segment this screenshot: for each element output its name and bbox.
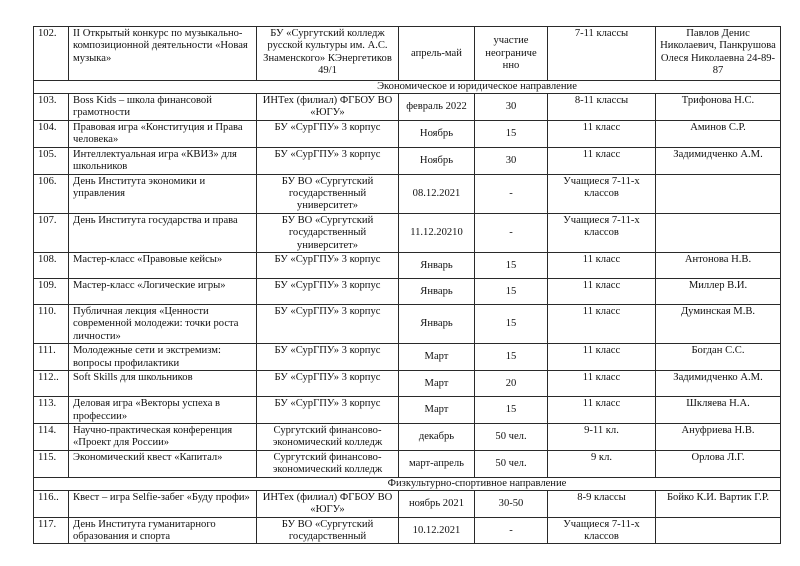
cell-grade: 9-11 кл. xyxy=(548,423,656,450)
cell-grade: 11 класс xyxy=(548,344,656,371)
cell-count: 15 xyxy=(475,397,548,424)
cell-contact: Богдан С.С. xyxy=(656,344,781,371)
cell-period: 10.12.2021 xyxy=(399,517,475,544)
section-title xyxy=(34,477,781,490)
table-row xyxy=(34,279,781,305)
cell-count: 50 чел. xyxy=(475,423,548,450)
cell-period: Март xyxy=(399,397,475,424)
cell-name: Молодежные сети и экстремизм: вопросы профилактики xyxy=(69,344,257,371)
cell-grade: 11 класс xyxy=(548,253,656,279)
cell-place: БУ «СурГПУ» 3 корпус xyxy=(257,344,399,371)
cell-num: 117. xyxy=(34,517,69,544)
cell-count: - xyxy=(475,517,548,544)
cell-name: Мастер-класс «Правовые кейсы» xyxy=(69,253,257,279)
cell-num: 107. xyxy=(34,213,69,252)
table-row xyxy=(34,121,781,148)
cell-contact: Думинская М.В. xyxy=(656,305,781,344)
cell-place: БУ «СурГПУ» 3 корпус xyxy=(257,371,399,397)
cell-place: Сургутский финансово-экономический колледж xyxy=(257,450,399,477)
table-row xyxy=(34,490,781,517)
cell-name: II Открытый конкурс по музыкально-композиционной деятельности «Новая музыка» xyxy=(69,27,257,81)
cell-name: Деловая игра «Векторы успеха в профессии» xyxy=(69,397,257,424)
cell-count: 30 xyxy=(475,94,548,121)
cell-count: 20 xyxy=(475,371,548,397)
cell-period: март-апрель xyxy=(399,450,475,477)
table-row xyxy=(34,371,781,397)
cell-place: БУ «СурГПУ» 3 корпус xyxy=(257,121,399,148)
cell-name: Экономический квест «Капитал» xyxy=(69,450,257,477)
section-header-row xyxy=(34,81,781,94)
cell-contact xyxy=(656,174,781,213)
cell-grade: 11 класс xyxy=(548,279,656,305)
cell-num: 104. xyxy=(34,121,69,148)
cell-grade: 11 класс xyxy=(548,147,656,174)
table-row xyxy=(34,305,781,344)
cell-count: 30 xyxy=(475,147,548,174)
cell-period: Январь xyxy=(399,279,475,305)
cell-place: БУ «СурГПУ» 3 корпус xyxy=(257,279,399,305)
cell-num: 106. xyxy=(34,174,69,213)
cell-contact: Бойко К.И. Вартик Г.Р. xyxy=(656,490,781,517)
cell-num: 102. xyxy=(34,27,69,81)
cell-place: БУ «СурГПУ» 3 корпус xyxy=(257,147,399,174)
cell-count: 15 xyxy=(475,253,548,279)
cell-count: 15 xyxy=(475,279,548,305)
cell-count: участие неограниче нно xyxy=(475,27,548,81)
table-row xyxy=(34,147,781,174)
cell-period: 08.12.2021 xyxy=(399,174,475,213)
cell-period: ноябрь 2021 xyxy=(399,490,475,517)
cell-name: Правовая игра «Конституция и Права человека» xyxy=(69,121,257,148)
cell-contact: Павлов Денис Николаевич, Панкрушова Олеся Николаевна 24-89-87 xyxy=(656,27,781,81)
cell-period: апрель-май xyxy=(399,27,475,81)
section-title-text: Экономическое и юридическое направление xyxy=(377,81,577,92)
cell-name: День Института экономики и управления xyxy=(69,174,257,213)
cell-contact xyxy=(656,213,781,252)
table-row xyxy=(34,213,781,252)
cell-num: 112.. xyxy=(34,371,69,397)
cell-num: 114. xyxy=(34,423,69,450)
cell-count: 50 чел. xyxy=(475,450,548,477)
cell-num: 110. xyxy=(34,305,69,344)
cell-grade: Учащиеся 7-11-х классов xyxy=(548,213,656,252)
cell-grade: Учащиеся 7-11-х классов xyxy=(548,174,656,213)
cell-contact: Ануфриева Н.В. xyxy=(656,423,781,450)
cell-count: 15 xyxy=(475,344,548,371)
cell-num: 105. xyxy=(34,147,69,174)
cell-period: Ноябрь xyxy=(399,121,475,148)
cell-grade: 7-11 классы xyxy=(548,27,656,81)
cell-grade: 11 класс xyxy=(548,305,656,344)
cell-place: БУ «СурГПУ» 3 корпус xyxy=(257,305,399,344)
cell-count: - xyxy=(475,213,548,252)
cell-num: 115. xyxy=(34,450,69,477)
cell-place: ИНТех (филиал) ФГБОУ ВО «ЮГУ» xyxy=(257,94,399,121)
cell-period: Март xyxy=(399,344,475,371)
cell-grade: 11 класс xyxy=(548,397,656,424)
cell-contact: Трифонова Н.С. xyxy=(656,94,781,121)
cell-grade: 9 кл. xyxy=(548,450,656,477)
section-title xyxy=(34,81,781,94)
cell-num: 108. xyxy=(34,253,69,279)
table-row xyxy=(34,174,781,213)
cell-count: 15 xyxy=(475,305,548,344)
cell-name: Soft Skills для школьников xyxy=(69,371,257,397)
cell-period: 11.12.20210 xyxy=(399,213,475,252)
table-row xyxy=(34,94,781,121)
table-row xyxy=(34,397,781,424)
cell-place: БУ ВО «Сургутский государственный xyxy=(257,517,399,544)
cell-num: 111. xyxy=(34,344,69,371)
cell-num: 109. xyxy=(34,279,69,305)
cell-num: 116.. xyxy=(34,490,69,517)
cell-place: БУ «СурГПУ» 3 корпус xyxy=(257,253,399,279)
cell-contact: Орлова Л.Г. xyxy=(656,450,781,477)
table-row xyxy=(34,517,781,544)
cell-name: Интеллектуальная игра «КВИЗ» для школьников xyxy=(69,147,257,174)
cell-count: 15 xyxy=(475,121,548,148)
cell-count: - xyxy=(475,174,548,213)
cell-num: 113. xyxy=(34,397,69,424)
table-row xyxy=(34,423,781,450)
cell-place: БУ «Сургутский колледж русской культуры им. А.С. Знаменского» КЭнергетиков 49/1 xyxy=(257,27,399,81)
cell-name: Научно-практическая конференция «Проект для России» xyxy=(69,423,257,450)
cell-grade: Учащиеся 7-11-х классов xyxy=(548,517,656,544)
cell-contact: Шкляева Н.А. xyxy=(656,397,781,424)
cell-name: Квест – игра Selfie-забег «Буду профи» xyxy=(69,490,257,517)
cell-grade: 8-11 классы xyxy=(548,94,656,121)
cell-contact xyxy=(656,517,781,544)
cell-period: Ноябрь xyxy=(399,147,475,174)
cell-period: Январь xyxy=(399,253,475,279)
cell-period: Январь xyxy=(399,305,475,344)
cell-grade: 11 класс xyxy=(548,121,656,148)
events-table xyxy=(33,26,781,544)
cell-place: БУ ВО «Сургутский государственный университет» xyxy=(257,174,399,213)
events-table-body xyxy=(34,27,781,544)
cell-contact: Антонова Н.В. xyxy=(656,253,781,279)
cell-period: Март xyxy=(399,371,475,397)
cell-place: Сургутский финансово-экономический колледж xyxy=(257,423,399,450)
cell-name: Boss Kids – школа финансовой грамотности xyxy=(69,94,257,121)
cell-name: День Института государства и права xyxy=(69,213,257,252)
cell-grade: 8-9 классы xyxy=(548,490,656,517)
cell-contact: Аминов С.Р. xyxy=(656,121,781,148)
section-header-row xyxy=(34,477,781,490)
cell-name: Публичная лекция «Ценности современной молодежи: точки роста личности» xyxy=(69,305,257,344)
cell-place: БУ ВО «Сургутский государственный университет» xyxy=(257,213,399,252)
table-row xyxy=(34,344,781,371)
cell-contact: Задимидченко А.М. xyxy=(656,147,781,174)
cell-name: День Института гуманитарного образования и спорта xyxy=(69,517,257,544)
cell-count: 30-50 xyxy=(475,490,548,517)
cell-place: БУ «СурГПУ» 3 корпус xyxy=(257,397,399,424)
table-row xyxy=(34,253,781,279)
cell-contact: Миллер В.И. xyxy=(656,279,781,305)
table-row xyxy=(34,27,781,81)
cell-name: Мастер-класс «Логические игры» xyxy=(69,279,257,305)
cell-period: февраль 2022 xyxy=(399,94,475,121)
cell-num: 103. xyxy=(34,94,69,121)
table-row xyxy=(34,450,781,477)
cell-contact: Задимидченко А.М. xyxy=(656,371,781,397)
cell-grade: 11 класс xyxy=(548,371,656,397)
cell-place: ИНТех (филиал) ФГБОУ ВО «ЮГУ» xyxy=(257,490,399,517)
section-title-text: Физкультурно-спортивное направление xyxy=(387,477,567,489)
cell-period: декабрь xyxy=(399,423,475,450)
